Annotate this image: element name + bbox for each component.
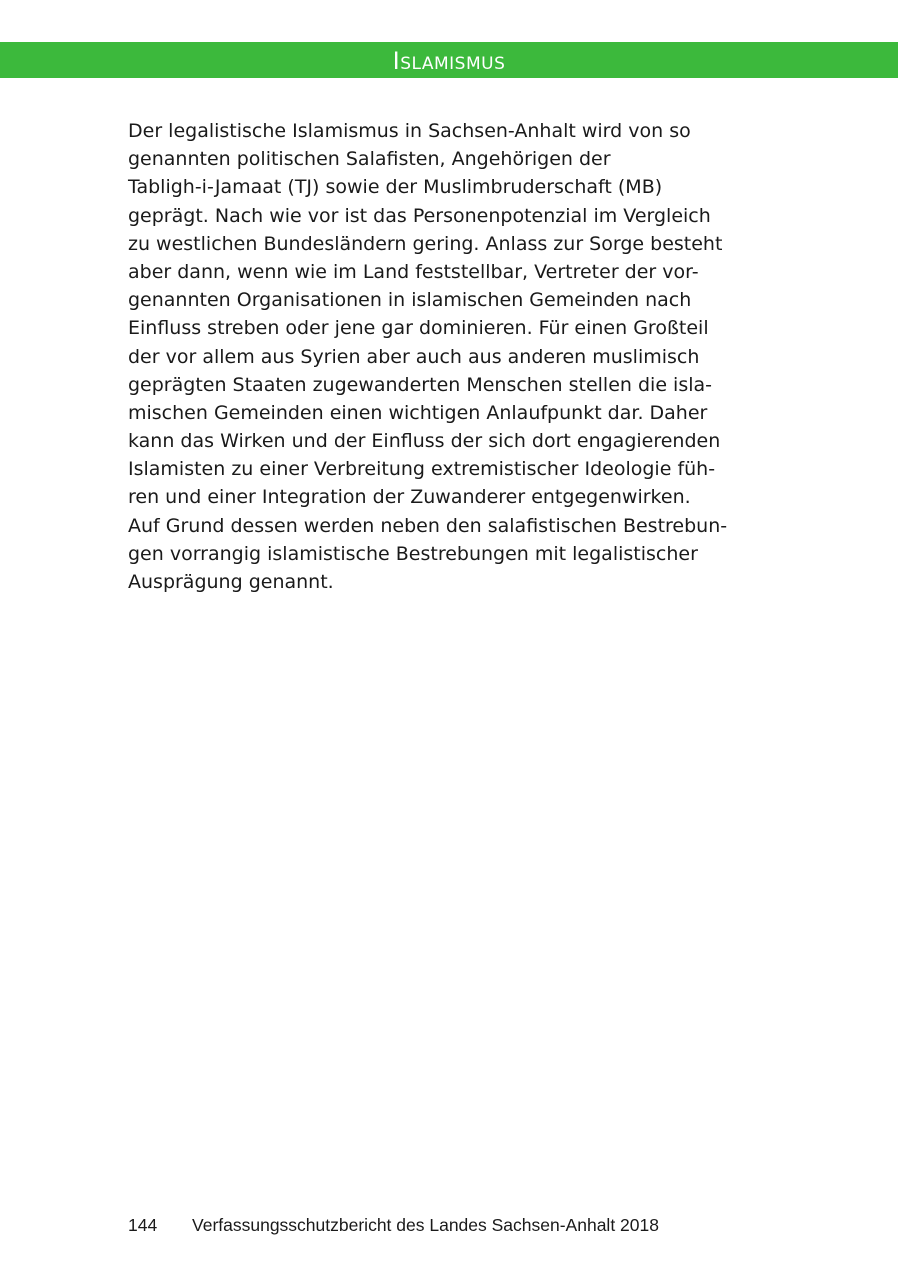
body-line: mischen Gemeinden einen wichtigen Anlaufpunkt dar. Daher: [128, 401, 708, 424]
section-title: Islamismus: [392, 47, 506, 75]
body-line: genannten Organisationen in islamischen Gemeinden nach: [128, 289, 692, 312]
publication-title: Verfassungsschutzbericht des Landes Sachsen-Anhalt 2018: [192, 1215, 659, 1235]
body-line: zu westlichen Bundesländern gering. Anlass zur Sorge besteht: [128, 232, 723, 255]
body-line: geprägt. Nach wie vor ist das Personenpotenzial im Vergleich: [128, 204, 711, 227]
body-line: gen vorrangig islamistische Bestrebungen mit legalistischer: [128, 542, 698, 565]
body-paragraph: [128, 117, 788, 596]
body-line: Tabligh-i-Jamaat (TJ) sowie der Muslimbruderschaft (MB): [128, 176, 663, 199]
page-footer: [128, 1214, 659, 1236]
body-line: Der legalistische Islamismus in Sachsen-Anhalt wird von so: [128, 120, 691, 142]
body-line: genannten politischen Salafisten, Angehörigen der: [128, 148, 611, 171]
body-line: kann das Wirken und der Einfluss der sich dort engagierenden: [128, 430, 721, 453]
body-line: aber dann, wenn wie im Land feststellbar, Vertreter der vor-: [128, 260, 699, 283]
body-line: Ausprägung genannt.: [128, 571, 334, 593]
body-line: Einfluss streben oder jene gar dominieren. Für einen Großteil: [128, 317, 709, 340]
section-header-bar: [0, 42, 898, 78]
body-line: Islamisten zu einer Verbreitung extremistischer Ideologie füh-: [128, 458, 716, 481]
body-line: geprägten Staaten zugewanderten Menschen stellen die isla-: [128, 373, 713, 396]
body-line: ren und einer Integration der Zuwanderer entgegenwirken.: [128, 486, 691, 509]
body-line: Auf Grund dessen werden neben den salafistischen Bestrebun-: [128, 514, 728, 537]
page-number: 144: [128, 1215, 158, 1235]
body-line: der vor allem aus Syrien aber auch aus anderen muslimisch: [128, 345, 700, 368]
